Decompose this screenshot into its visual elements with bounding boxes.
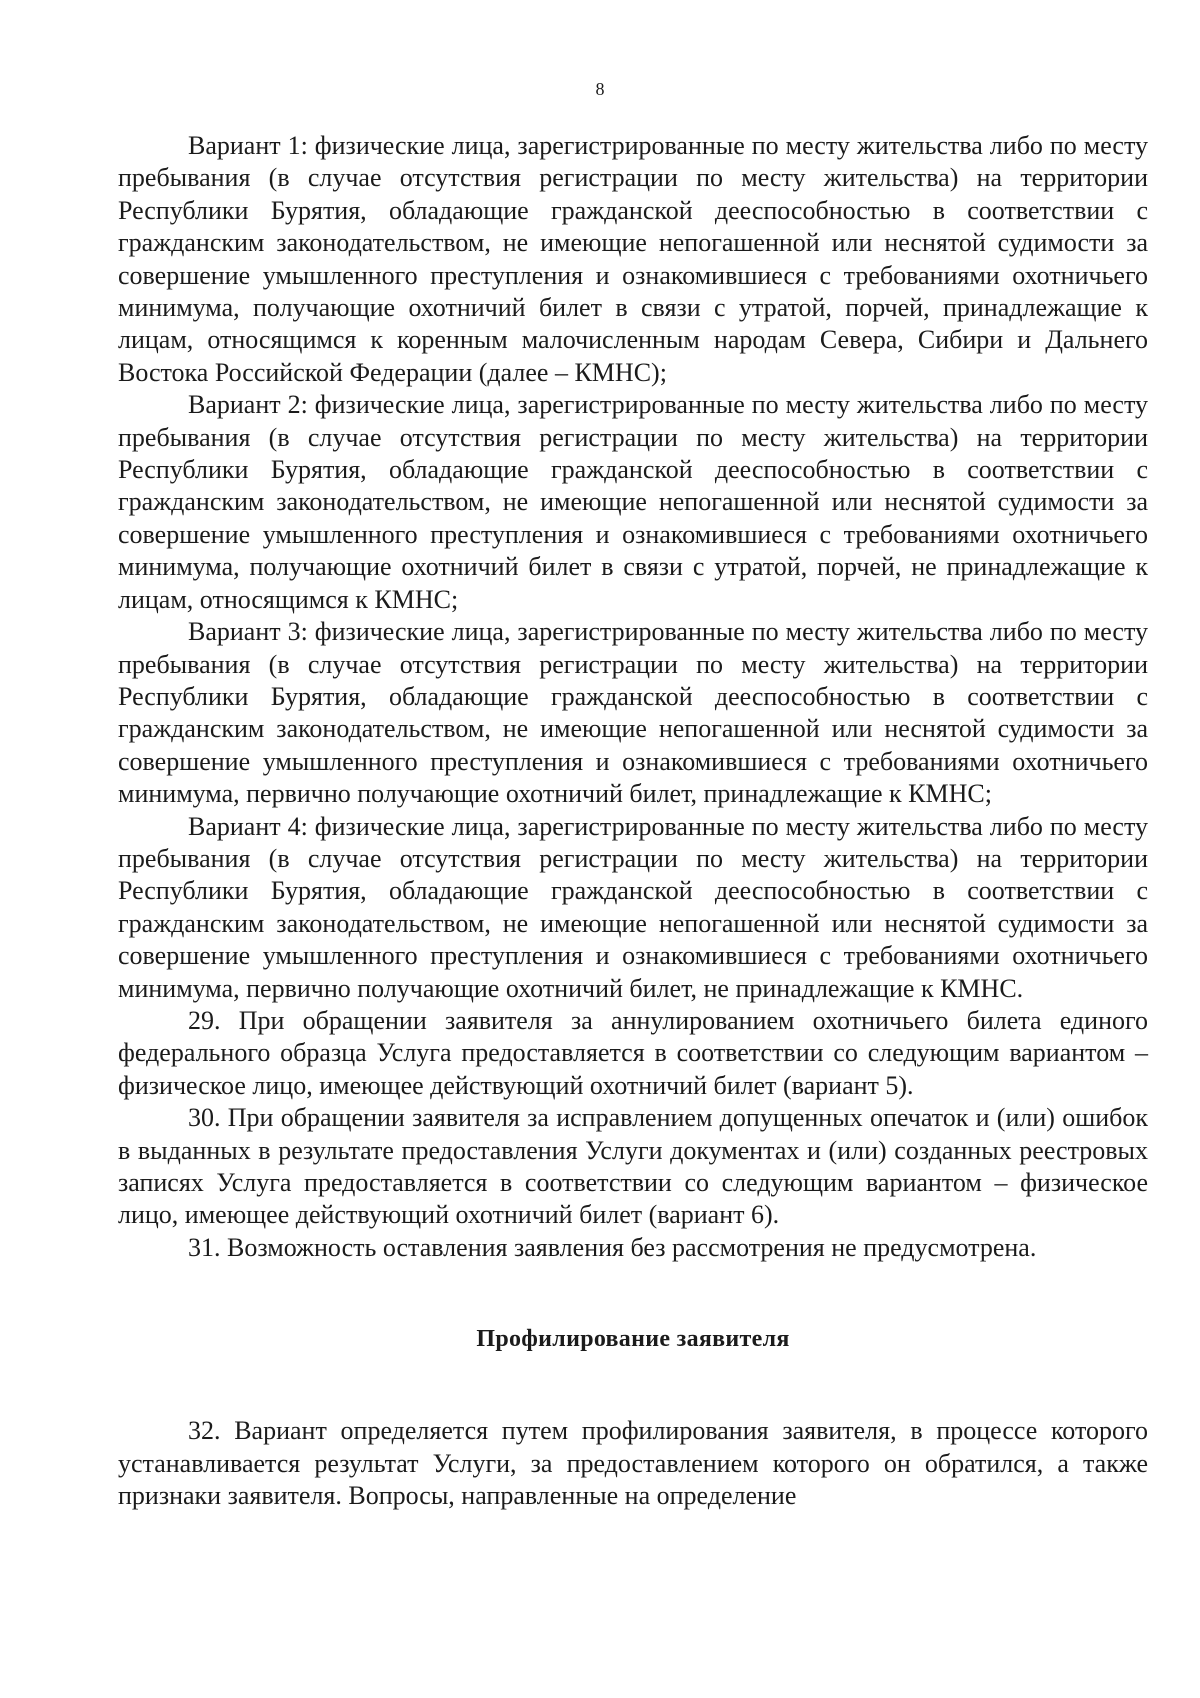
paragraph-31: 31. Возможность оставления заявления без рассмотрения не предусмотрена.	[188, 1232, 1037, 1262]
document-body	[118, 130, 1148, 1512]
paragraph-variant-1: Вариант 1: физические лица, зарегистрированные по месту жительства либо по месту пребывания (в случае отсутствия регистрации по месту жительства) на территории Республики Бурятия, обладающие гражданской дееспособностью в соответствии с гражданским законодательством, не имеющие непогашенной или неснятой судимости за совершение умышленного преступления и ознакомившиеся с требованиями охотничьего минимума, получающие охотничий билет в связи с утратой, порчей, принадлежащие к лицам, относящимся к коренным малочисленным народам Севера, Сибири и Дальнего Востока Российской Федерации (далее – КМНС);	[118, 131, 1148, 387]
page-number: 8	[595, 79, 605, 99]
section-heading: Профилирование заявителя	[476, 1326, 790, 1353]
paragraph-variant-3: Вариант 3: физические лица, зарегистрированные по месту жительства либо по месту пребывания (в случае отсутствия регистрации по месту жительства) на территории Республики Бурятия, обладающие гражданской дееспособностью в соответствии с гражданским законодательством, не имеющие непогашенной или неснятой судимости за совершение умышленного преступления и ознакомившиеся с требованиями охотничьего минимума, первично получающие охотничий билет, принадлежащие к КМНС;	[118, 617, 1148, 809]
paragraph-29: 29. При обращении заявителя за аннулированием охотничьего билета единого федерального образца Услуга предоставляется в соответствии со следующим вариантом – физическое лицо, имеющее действующий охотничий билет (вариант 5).	[118, 1005, 1148, 1100]
paragraph-variant-4: Вариант 4: физические лица, зарегистрированные по месту жительства либо по месту пребывания (в случае отсутствия регистрации по месту жительства) на территории Республики Бурятия, обладающие гражданской дееспособностью в соответствии с гражданским законодательством, не имеющие непогашенной или неснятой судимости за совершение умышленного преступления и ознакомившиеся с требованиями охотничьего минимума, первично получающие охотничий билет, не принадлежащие к КМНС.	[118, 811, 1148, 1003]
paragraph-32: 32. Вариант определяется путем профилирования заявителя, в процессе которого устанавливается результат Услуги, за предоставлением которого он обратился, а также признаки заявителя. Вопросы, направленные на определение	[118, 1416, 1148, 1511]
paragraph-30: 30. При обращении заявителя за исправлением допущенных опечаток и (или) ошибок в выданных в результате предоставления Услуги документах и (или) созданных реестровых записях Услуга предоставляется в соответствии со следующим вариантом – физическое лицо, имеющее действующий охотничий билет (вариант 6).	[118, 1103, 1148, 1230]
paragraph-variant-2: Вариант 2: физические лица, зарегистрированные по месту жительства либо по месту пребывания (в случае отсутствия регистрации по месту жительства) на территории Республики Бурятия, обладающие гражданской дееспособностью в соответствии с гражданским законодательством, не имеющие непогашенной или неснятой судимости за совершение умышленного преступления и ознакомившиеся с требованиями охотничьего минимума, получающие охотничий билет в связи с утратой, порчей, не принадлежащие к лицам, относящимся к КМНС;	[118, 390, 1148, 614]
